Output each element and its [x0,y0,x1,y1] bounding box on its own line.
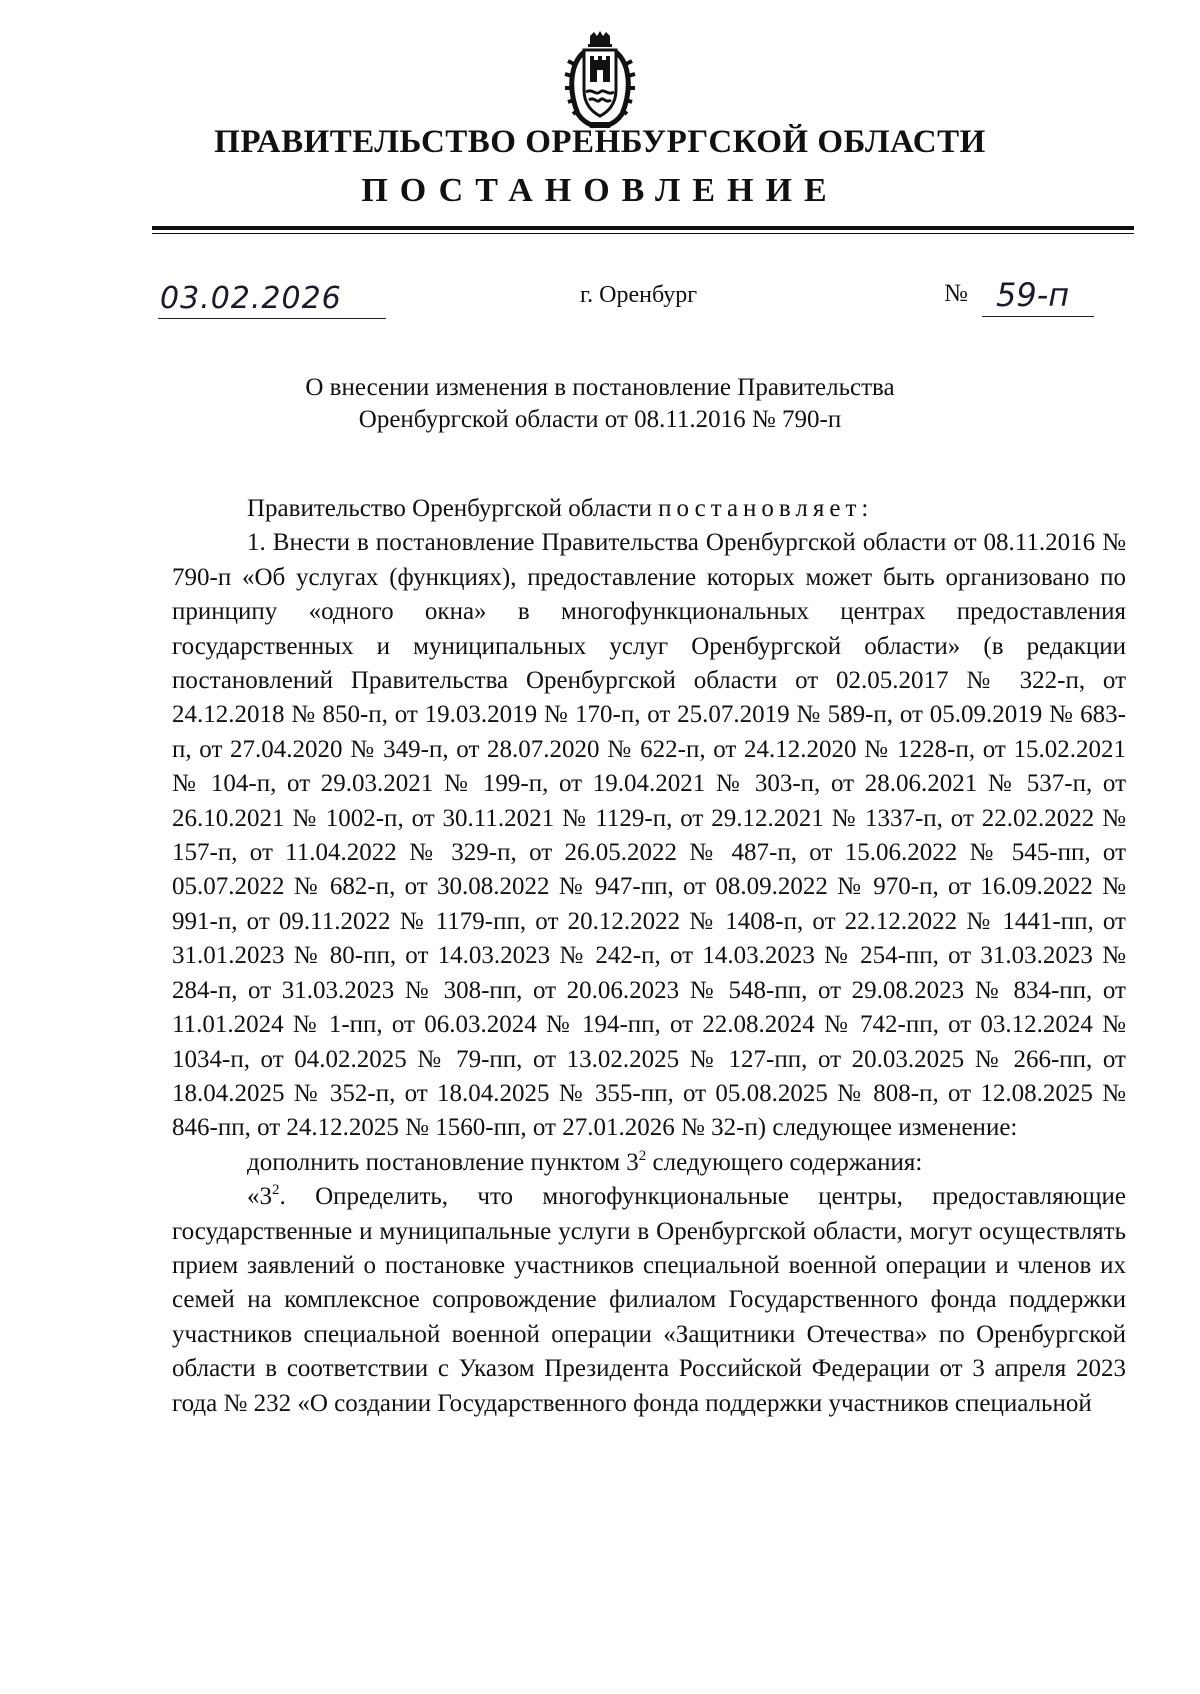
amendment-intro-post: следующего содержания: [646,1148,923,1176]
preamble-paragraph [172,492,1126,526]
amendment-intro-pre: дополнить постановление пунктом 3 [247,1148,639,1176]
number-field [982,274,1094,317]
handwritten-number: 59-п [996,276,1070,314]
number-sign: № [944,280,968,307]
amendment-intro-paragraph [172,1146,1126,1180]
date-field [158,278,386,319]
coat-of-arms-emblem [564,30,636,130]
amendment-text-paragraph [172,1180,1126,1421]
handwritten-date: 03.02.2026 [160,281,342,316]
amendment-text-sup: 2 [272,1182,280,1199]
document-body [172,492,1126,1421]
organization-title: ПРАВИТЕЛЬСТВО ОРЕНБУРГСКОЙ ОБЛАСТИ [214,124,986,160]
city-label: г. Оренбург [580,282,698,308]
header-rule-thick [152,226,1134,230]
document-type-title: ПОСТАНОВЛЕНИЕ [361,172,839,209]
document-subject [0,372,1200,436]
amendment-intro-sup: 2 [638,1147,647,1164]
preamble-resolves: постановляет: [658,495,874,522]
subject-line-2: Оренбургской области от 08.11.2016 № 790-п [358,406,842,433]
amendment-text-post: . Определить, что многофункциональные центры, предоставляющие государственные и муниципальные услуги в Оренбургской области, могут осуществлять прием заявлений о постановке участников специальной военной операции и членов их семей на комплексное сопровождение филиалом Государственного фонда поддержки участников специальной военной операции «Защитники Отечества» по Оренбургской области в соответствии с Указом Президента Российской Федерации от 3 апреля 2023 года № 232 «О создании Государственного фонда поддержки участников специальной [172,1183,1126,1417]
preamble-lead: Правительство Оренбургской области [247,495,659,522]
header-rule-thin [152,233,1134,234]
subject-line-1: О внесении изменения в постановление Правительства [305,374,895,401]
amendment-text-pre: «3 [247,1183,272,1211]
clause-1-paragraph: 1. Внести в постановление Правительства Оренбургской области от 08.11.2016 № 790-п «Об услугах (функциях), предоставление которых может быть организовано по принципу «одного окна» в многофункциональных центрах предоставления государственных и муниципальных услуг Оренбургской области» (в редакции постановлений Правительства Оренбургской области от 02.05.2017 № 322-п, от 24.12.2018 № 850-п, от 19.03.2019 № 170-п, от 25.07.2019 № 589-п, от 05.09.2019 № 683-п, от 27.04.2020 № 349-п, от 28.07.2020 № 622-п, от 24.12.2020 № 1228-п, от 15.02.2021 № 104-п, от 29.03.2021 № 199-п, от 19.04.2021 № 303-п, от 28.06.2021 № 537-п, от 26.10.2021 № 1002-п, от 30.11.2021 № 1129-п, от 29.12.2021 № 1337-п, от 22.02.2022 № 157-п, от 11.04.2022 № 329-п, от 26.05.2022 № 487-п, от 15.06.2022 № 545-пп, от 05.07.2022 № 682-п, от 30.08.2022 № 947-пп, от 08.09.2022 № 970-п, от 16.09.2022 № 991-п, от 09.11.2022 № 1179-пп, от 20.12.2022 № 1408-п, от 22.12.2022 № 1441-пп, от 31.01.2023 № 80-пп, от 14.03.2023 № 242-п, от 14.03.2023 № 254-пп, от 31.03.2023 № 284-п, от 31.03.2023 № 308-пп, от 20.06.2023 № 548-пп, от 29.08.2023 № 834-пп, от 11.01.2024 № 1-пп, от 06.03.2024 № 194-пп, от 22.08.2024 № 742-пп, от 03.12.2024 № 1034-п, от 04.02.2025 № 79-пп, от 13.02.2025 № 127-пп, от 20.03.2025 № 266-пп, от 18.04.2025 № 352-п, от 18.04.2025 № 355-пп, от 05.08.2025 № 808-п, от 12.08.2025 № 846-пп, от 24.12.2025 № 1560-пп, от 27.01.2026 № 32-п) следующее изменение: [172,529,1126,1142]
